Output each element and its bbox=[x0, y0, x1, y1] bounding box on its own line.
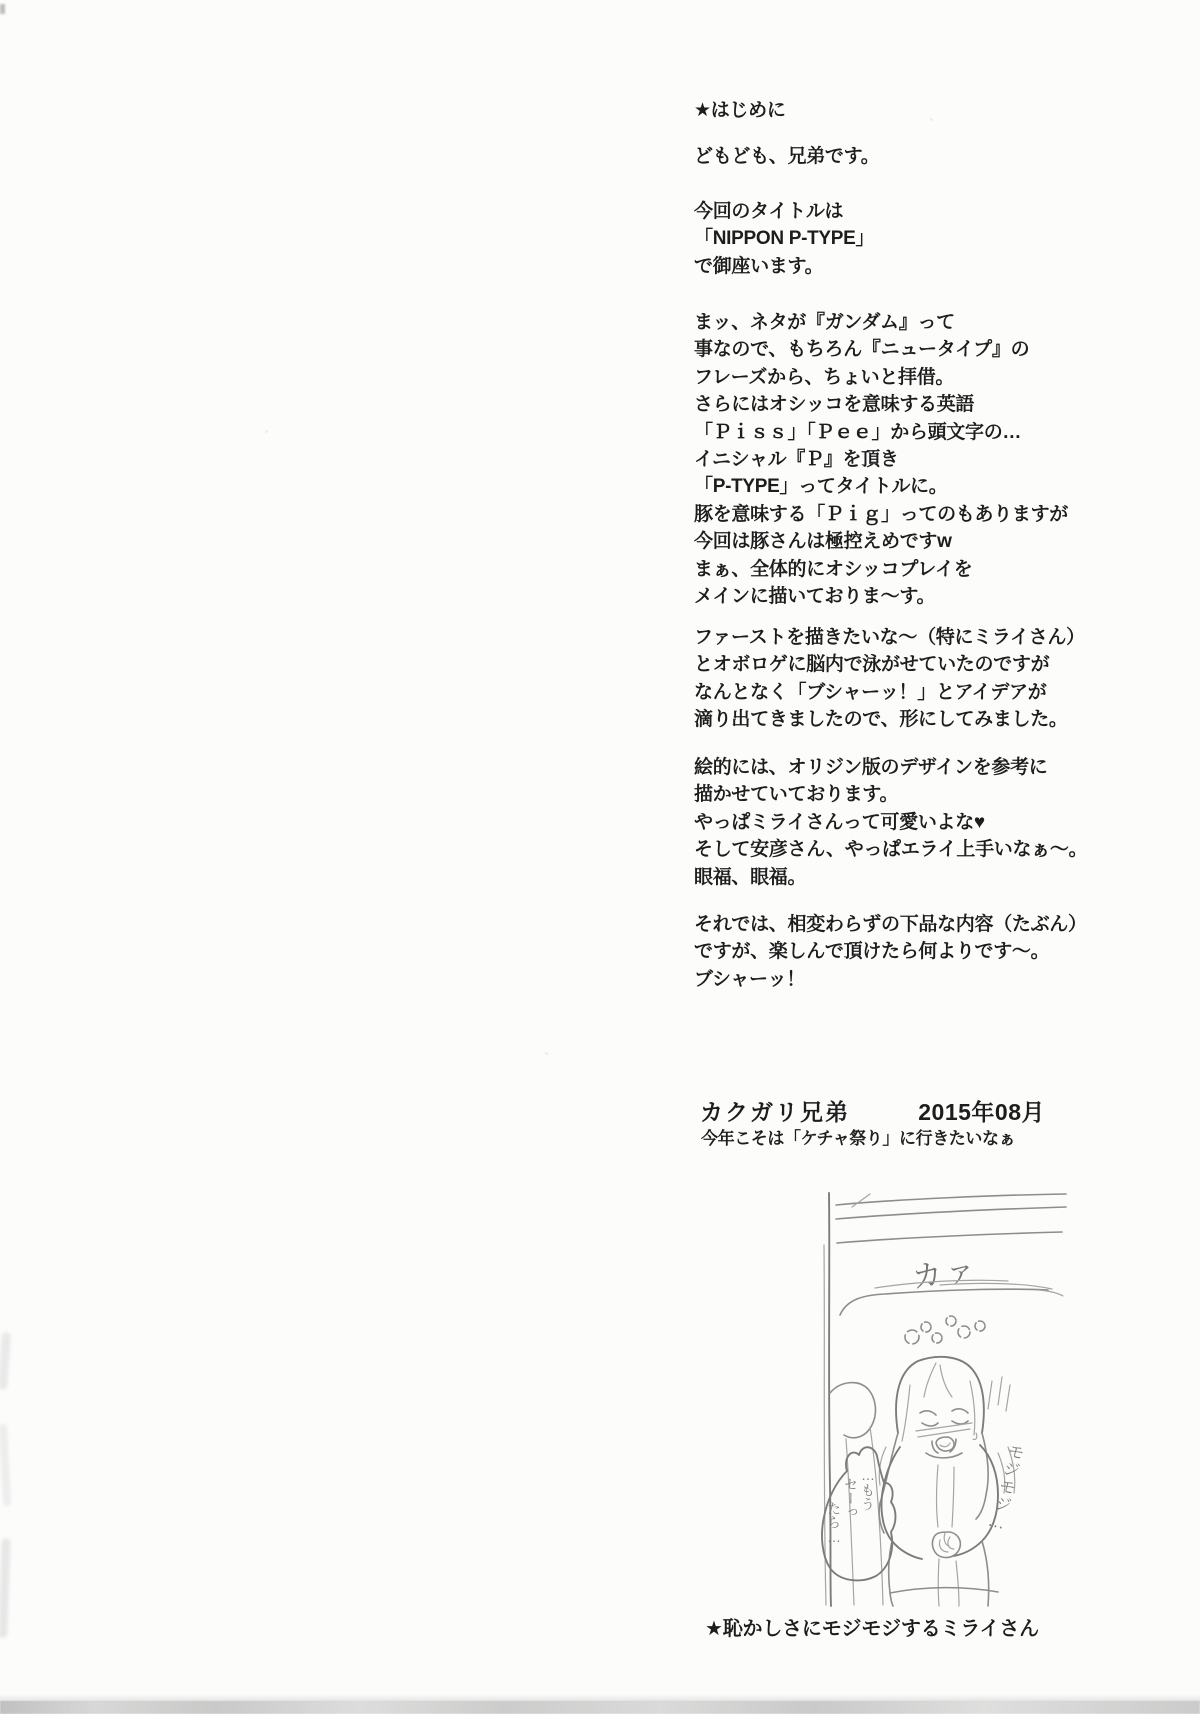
text-line: メインに描いておりま〜す。 bbox=[694, 586, 936, 608]
pencil-sketch-mirai bbox=[740, 1185, 1070, 1610]
text-line: それでは、相変わらずの下品な内容（たぶん） bbox=[694, 914, 1087, 935]
text-line: とオボロゲに脳内で泳がせていたのですが bbox=[694, 654, 1050, 676]
text-line: で御座います。 bbox=[694, 255, 824, 277]
sketch-caption: ★恥かしさにモジモジするミライさん bbox=[705, 1618, 1039, 1640]
speech-text-col-2: セーっ bbox=[843, 1477, 859, 1519]
text-line: そして安彦さん、やっぱエライ上手いなぁ〜。 bbox=[694, 839, 1088, 861]
steam-bubbles bbox=[905, 1316, 985, 1344]
page-bottom-edge-smudge bbox=[0, 1701, 1200, 1714]
page-bleed-mark bbox=[0, 1538, 11, 1638]
signature-row bbox=[700, 1094, 1045, 1127]
speech-text-col-1: …もう bbox=[860, 1467, 876, 1511]
closing-paragraph bbox=[694, 911, 1087, 993]
signature-note: 今年こそは「ケチャ祭り」に行きたいなぁ bbox=[701, 1129, 1016, 1148]
title-origin-paragraph bbox=[694, 309, 1068, 610]
text-line: なんとなく「ブシャーッ！」とアイデアが bbox=[694, 681, 1047, 703]
afterword-heading bbox=[694, 97, 786, 124]
text-line: 「P-TYPE」ってタイトルに。 bbox=[694, 476, 948, 498]
idea-paragraph bbox=[694, 624, 1085, 734]
art-notes-paragraph bbox=[694, 754, 1087, 891]
text-line: ブシャーッ！ bbox=[694, 968, 806, 990]
blush-sfx-text: カァ bbox=[910, 1253, 982, 1295]
text-line: 今回のタイトルは bbox=[694, 201, 844, 222]
text-line: 描かせていております。 bbox=[694, 784, 899, 806]
text-line: やっぱミライさんって可愛いよな♥ bbox=[694, 811, 985, 833]
text-line: イニシャル『Ｐ』を頂き bbox=[694, 449, 899, 471]
page-bleed-mark bbox=[0, 1332, 11, 1390]
fidget-sfx-text: モジモジ… bbox=[984, 1440, 1026, 1535]
speech-text-col-3: たら… bbox=[826, 1501, 842, 1545]
dust-speck bbox=[265, 430, 268, 433]
author-name: カクガリ兄弟 bbox=[700, 1099, 850, 1125]
text-line: 絵的には、オリジン版のデザインを参考に bbox=[694, 757, 1048, 778]
text-line: 滴り出てきましたので、形にしてみました。 bbox=[694, 709, 1068, 731]
title-paragraph bbox=[694, 198, 874, 280]
text-line: ファーストを描きたいな〜（特にミライさん） bbox=[694, 627, 1085, 648]
text-line: 事なので、もちろん『ニュータイプ』の bbox=[694, 339, 1030, 361]
text-line: 豚を意味する「Ｐｉｇ」ってのもありますが bbox=[694, 503, 1069, 525]
page-bleed-mark bbox=[0, 1424, 11, 1506]
text-line: さらにはオシッコを意味する英語 bbox=[694, 394, 975, 416]
text-line: フレーズから、ちょいと拝借。 bbox=[694, 366, 955, 388]
text-line: ★はじめに bbox=[694, 100, 786, 121]
text-line: まッ、ネタが『ガンダム』って bbox=[694, 312, 955, 333]
mirai-figure bbox=[879, 1357, 1015, 1606]
text-line: 眼福、眼福。 bbox=[694, 866, 807, 888]
dust-speck bbox=[930, 118, 933, 121]
text-line: まぁ、全体的にオシッコプレイを bbox=[694, 558, 973, 580]
scan-speck bbox=[0, 4, 5, 14]
text-line: 今回は豚さんは極控えめですw bbox=[694, 531, 952, 553]
text-line: 「Ｐｉｓｓ」「Ｐｅｅ」から頭文字の… bbox=[694, 421, 1022, 443]
dust-speck bbox=[545, 1052, 548, 1055]
publication-date: 2015年08月 bbox=[918, 1099, 1045, 1125]
door-frame-lines bbox=[824, 1193, 1066, 1606]
text-line: どもども、兄弟です。 bbox=[694, 146, 880, 167]
speech-bubble bbox=[822, 1447, 896, 1580]
text-line: 「NIPPON P-TYPE」 bbox=[694, 228, 875, 250]
text-line: ですが、楽しんで頂けたら何よりです〜。 bbox=[694, 941, 1050, 963]
greeting-paragraph bbox=[694, 143, 879, 170]
